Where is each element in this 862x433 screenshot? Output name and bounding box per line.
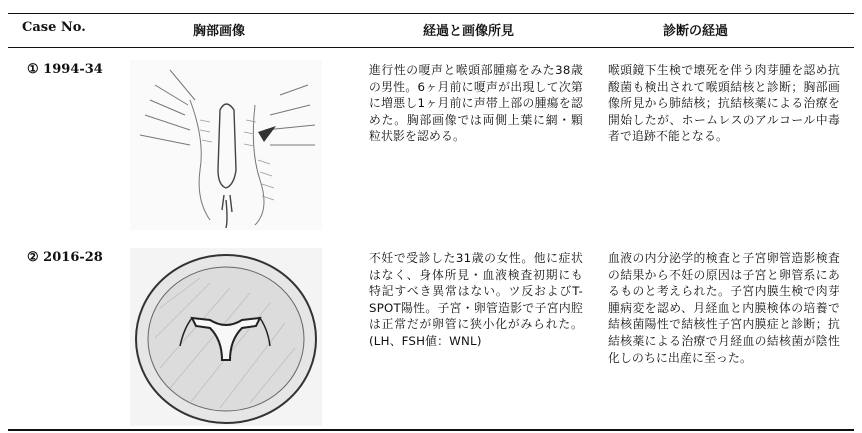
header-course-findings: 経過と画像所見: [423, 24, 515, 39]
header-chest-image: 胸部画像: [193, 24, 246, 39]
case-number-2: ② 2016-28: [27, 250, 103, 265]
header-rule: [8, 47, 854, 48]
laryngeal-sketch-image: [130, 60, 322, 230]
course-text-1: 進行性の嗄声と喉頭部腫瘍をみた38歳の男性。6ヶ月前に嗄声が出現して次第に増悪し1ヶ月前に声帯上部の腫瘍を認めた。胸部画像では両側上葉に網・顆粒状影を認める。: [369, 63, 583, 144]
case-number-1: ① 1994-34: [27, 62, 103, 77]
course-text-2: 不妊で受診した31歳の女性。他に症状はなく、身体所見・血液検査初期にも特記すべき異常はない。ツ反およびT-SPOT陽性。子宮・卵管造影で子宮内腔は正常だが卵管に狭小化がみられた。(LH、FSH値：WNL): [369, 251, 583, 348]
table-top-rule: [8, 13, 854, 14]
table-bottom-rule: [8, 429, 854, 431]
diagnosis-text-2: 血液の内分泌学的検査と子宮卵管造影検査の結果から不妊の原因は子宮と卵管系にあるものと考えられた。子宮内膜生検で肉芽腫病変を認め、月経血と内膜検体の培養で結核菌陽性で結核性子宮内膜症と診断；抗結核薬による治療で月経血の結核菌が陰性化しのちに出産に至った。: [608, 251, 840, 365]
header-diagnosis-course: 診断の経過: [663, 24, 729, 39]
hysterosalpingogram-sketch-image: [130, 248, 322, 426]
diagnosis-text-1: 喉頭鏡下生検で壊死を伴う肉芽腫を認め抗酸菌も検出されて喉頭結核と診断；胸部画像所見から肺結核；抗結核薬による治療を開始したが、ホームレスのアルコール中毒者で追跡不能となる。: [608, 63, 840, 144]
header-case-no: Case No.: [22, 20, 86, 35]
